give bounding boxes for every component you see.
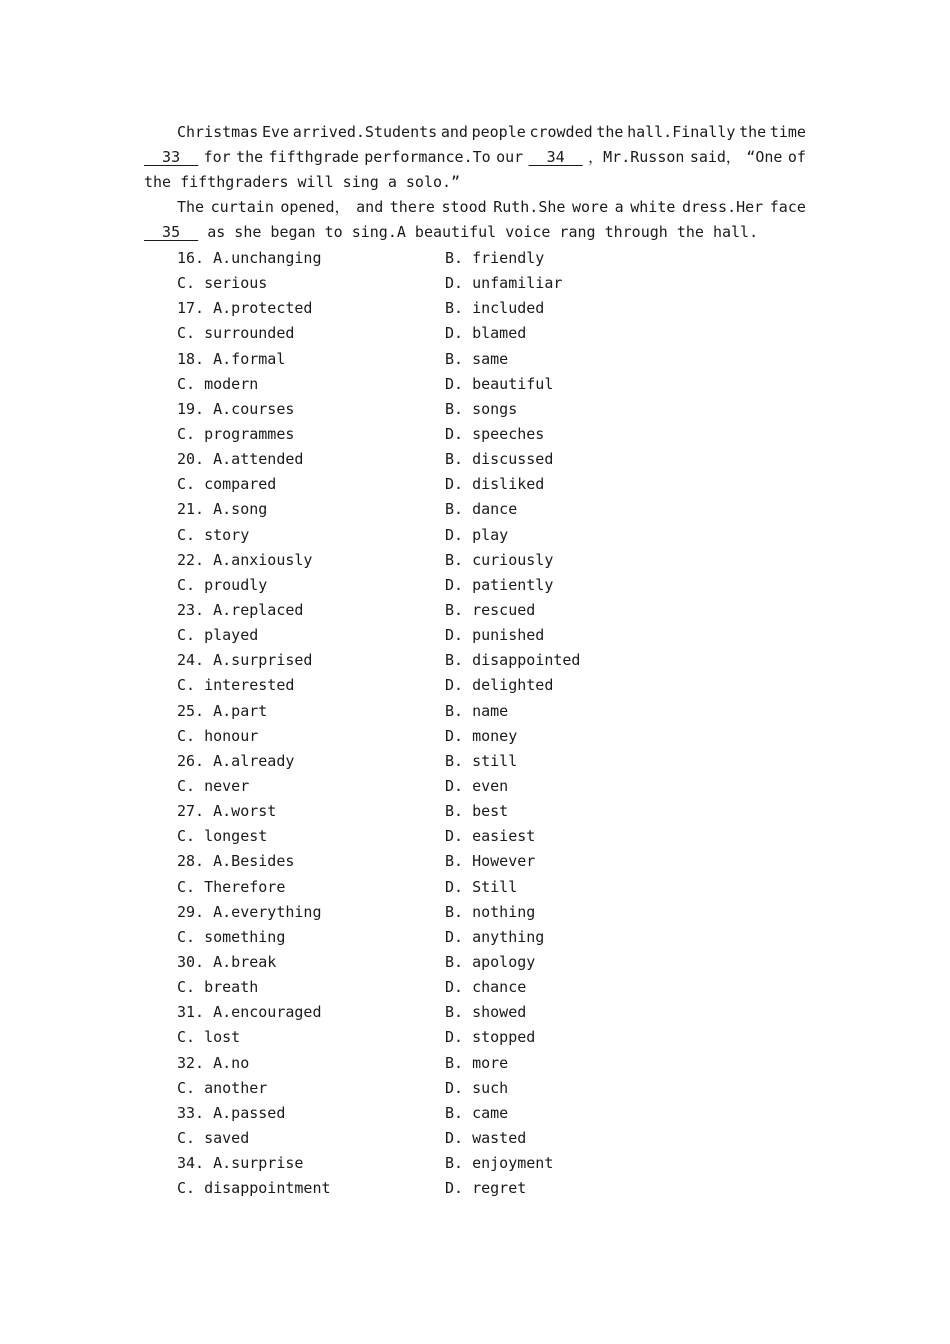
question-number: 24.	[177, 651, 205, 670]
option-c: C. compared	[177, 475, 277, 494]
option-a	[177, 900, 322, 925]
question-row	[177, 799, 677, 824]
option-d: D. patiently	[445, 575, 554, 594]
option-c: C. saved	[177, 1128, 250, 1147]
question-row	[177, 296, 677, 321]
blank-34: 34	[528, 148, 583, 166]
word: the	[236, 148, 264, 166]
option-b: B. same	[445, 349, 509, 368]
question-row	[177, 497, 677, 522]
option-d: D. wasted	[445, 1128, 527, 1147]
option-a	[177, 749, 294, 774]
question-row	[177, 849, 677, 874]
option-a	[177, 347, 285, 372]
word: dress.Her	[681, 198, 764, 216]
option-c: C. something	[177, 927, 286, 946]
option-b: B. best	[445, 802, 509, 821]
word: said，	[689, 148, 741, 166]
question-row	[177, 950, 677, 975]
word: and	[440, 123, 468, 141]
question-number: 29.	[177, 902, 205, 921]
option-a-text: A.worst	[213, 802, 277, 821]
option-d: D. blamed	[445, 324, 527, 343]
passage-text: the fifthgraders will sing a solo.”	[144, 173, 461, 191]
option-b: B. friendly	[445, 249, 545, 267]
word: there	[389, 198, 435, 216]
option-d: D. such	[445, 1078, 509, 1097]
option-a-text: A.attended	[213, 450, 304, 469]
word: Ruth.She	[493, 198, 566, 216]
option-a-text: A.encouraged	[213, 1003, 322, 1022]
option-a-text: A.surprised	[213, 651, 313, 670]
passage-line	[144, 220, 806, 245]
question-row	[177, 548, 677, 573]
option-d: D. delighted	[445, 676, 554, 695]
option-b: B. dance	[445, 500, 518, 519]
option-a	[177, 1101, 285, 1126]
option-c: C. disappointment	[177, 1179, 331, 1198]
question-row	[177, 246, 677, 271]
question-row	[177, 749, 677, 774]
question-row	[177, 875, 677, 900]
option-a	[177, 447, 303, 472]
question-row	[177, 975, 677, 1000]
question-number: 26.	[177, 751, 205, 770]
option-c: C. longest	[177, 827, 268, 846]
question-row	[177, 774, 677, 799]
question-options-list	[177, 246, 677, 1201]
option-b: B. still	[445, 751, 518, 770]
option-a-text: A.surprise	[213, 1154, 304, 1173]
option-b: B. nothing	[445, 902, 536, 921]
option-a-text: A.replaced	[213, 600, 304, 619]
question-number: 22.	[177, 550, 205, 569]
option-b: B. name	[445, 701, 509, 720]
question-row	[177, 1126, 677, 1151]
option-d: D. Still	[445, 877, 518, 896]
word: hall.Finally	[627, 123, 736, 141]
reading-passage	[144, 120, 806, 245]
question-number: 34.	[177, 1154, 205, 1173]
option-b: B. included	[445, 299, 545, 318]
question-number: 31.	[177, 1003, 205, 1022]
word: of	[787, 148, 806, 166]
option-b: B. disappointed	[445, 651, 581, 670]
option-a	[177, 699, 267, 724]
option-a-text: A.unchanging	[213, 249, 322, 267]
option-a-text: A.part	[213, 701, 268, 720]
option-a-text: A.anxiously	[213, 550, 313, 569]
option-a	[177, 950, 276, 975]
question-row	[177, 673, 677, 698]
option-b: B. came	[445, 1103, 509, 1122]
option-c: C. proudly	[177, 575, 268, 594]
blank-35: 35	[144, 223, 199, 241]
passage-text: as she began to sing.A beautiful voice rang through the hall.	[198, 223, 759, 241]
blank-33: 33	[144, 148, 199, 166]
option-a	[177, 1000, 322, 1025]
question-row	[177, 1076, 677, 1101]
option-a	[177, 1151, 303, 1176]
question-number: 28.	[177, 852, 205, 871]
option-a-text: A.protected	[213, 299, 313, 318]
option-d: D. even	[445, 776, 509, 795]
option-c: C. serious	[177, 274, 268, 293]
word: and	[356, 198, 384, 216]
question-number: 25.	[177, 701, 205, 720]
option-d: D. punished	[445, 626, 545, 645]
option-c: C. never	[177, 776, 250, 795]
passage-line	[144, 170, 806, 195]
option-a	[177, 799, 276, 824]
option-d: D. easiest	[445, 827, 536, 846]
option-b: B. apology	[445, 952, 536, 971]
question-number: 19.	[177, 399, 205, 418]
question-row	[177, 1176, 677, 1201]
question-number: 20.	[177, 450, 205, 469]
word: a	[614, 198, 624, 216]
option-a-text: A.song	[213, 500, 268, 519]
option-a-text: A.everything	[213, 902, 322, 921]
word: our	[496, 148, 524, 166]
option-c: C. played	[177, 626, 259, 645]
option-b: B. showed	[445, 1003, 527, 1022]
word: crowded	[529, 123, 593, 141]
question-row	[177, 925, 677, 950]
question-row	[177, 447, 677, 472]
option-b: B. songs	[445, 399, 518, 418]
option-a	[177, 246, 322, 271]
option-a	[177, 296, 312, 321]
question-row	[177, 422, 677, 447]
word: for	[203, 148, 231, 166]
word: performance.To	[364, 148, 491, 166]
passage-line	[144, 120, 806, 145]
question-number: 27.	[177, 802, 205, 821]
option-c: C. story	[177, 525, 250, 544]
option-c: C. breath	[177, 978, 259, 997]
option-d: D. regret	[445, 1179, 527, 1198]
word: The	[177, 198, 205, 216]
question-row	[177, 523, 677, 548]
word: curtain	[210, 198, 274, 216]
option-b: B. discussed	[445, 450, 554, 469]
word: time	[769, 123, 806, 141]
option-c: C. another	[177, 1078, 268, 1097]
question-row	[177, 648, 677, 673]
word: opened，	[280, 198, 350, 216]
option-d: D. money	[445, 726, 518, 745]
word: fifthgrade	[268, 148, 359, 166]
option-a	[177, 497, 267, 522]
word: Eve	[261, 123, 290, 141]
option-a-text: A.Besides	[213, 852, 295, 871]
word: “One	[746, 148, 783, 166]
option-b: B. more	[445, 1053, 509, 1072]
question-row	[177, 1051, 677, 1076]
option-c: C. surrounded	[177, 324, 295, 343]
word: arrived.Students	[292, 123, 438, 141]
word: wore	[571, 198, 609, 216]
word: the	[739, 123, 767, 141]
option-a-text: A.break	[213, 952, 277, 971]
question-row	[177, 397, 677, 422]
option-d: D. unfamiliar	[445, 274, 563, 293]
question-number: 23.	[177, 600, 205, 619]
option-c: C. lost	[177, 1028, 241, 1047]
option-a-text: A.passed	[213, 1103, 286, 1122]
option-a	[177, 1051, 249, 1076]
option-c: C. programmes	[177, 424, 295, 443]
option-c: C. modern	[177, 374, 259, 393]
option-c: C. interested	[177, 676, 295, 695]
question-row	[177, 900, 677, 925]
passage-line	[144, 145, 806, 170]
passage-line	[144, 195, 806, 220]
option-d: D. beautiful	[445, 374, 554, 393]
option-c: C. honour	[177, 726, 259, 745]
word: white	[630, 198, 676, 216]
question-row	[177, 724, 677, 749]
question-number: 21.	[177, 500, 205, 519]
option-a-text: A.courses	[213, 399, 295, 418]
option-a	[177, 849, 294, 874]
question-row	[177, 1025, 677, 1050]
question-row	[177, 598, 677, 623]
option-a	[177, 648, 312, 673]
question-number: 17.	[177, 299, 205, 318]
option-d: D. disliked	[445, 475, 545, 494]
option-b: B. curiously	[445, 550, 554, 569]
question-row	[177, 824, 677, 849]
option-a	[177, 598, 303, 623]
question-row	[177, 472, 677, 497]
option-a-text: A.formal	[213, 349, 286, 368]
option-b: B. enjoyment	[445, 1154, 554, 1173]
question-row	[177, 623, 677, 648]
word: face	[769, 198, 806, 216]
word: the	[596, 123, 624, 141]
word: ，Mr.Russon	[588, 148, 685, 166]
question-number: 32.	[177, 1053, 205, 1072]
question-row	[177, 321, 677, 346]
option-d: D. speeches	[445, 424, 545, 443]
question-row	[177, 372, 677, 397]
option-d: D. play	[445, 525, 509, 544]
question-row	[177, 271, 677, 296]
question-row	[177, 1000, 677, 1025]
option-a	[177, 548, 312, 573]
question-number: 30.	[177, 952, 205, 971]
option-d: D. stopped	[445, 1028, 536, 1047]
question-number: 16.	[177, 249, 205, 267]
word: Christmas	[177, 123, 259, 141]
option-d: D. chance	[445, 978, 527, 997]
question-row	[177, 1151, 677, 1176]
question-row	[177, 699, 677, 724]
option-a-text: A.already	[213, 751, 295, 770]
question-row	[177, 1101, 677, 1126]
question-row	[177, 347, 677, 372]
option-b: B. rescued	[445, 600, 536, 619]
question-row	[177, 573, 677, 598]
option-b: B. However	[445, 852, 536, 871]
option-a	[177, 397, 294, 422]
option-d: D. anything	[445, 927, 545, 946]
word: people	[471, 123, 526, 141]
question-number: 33.	[177, 1103, 205, 1122]
option-c: C. Therefore	[177, 877, 286, 896]
question-number: 18.	[177, 349, 205, 368]
option-a-text: A.no	[213, 1053, 250, 1072]
word: stood	[441, 198, 487, 216]
